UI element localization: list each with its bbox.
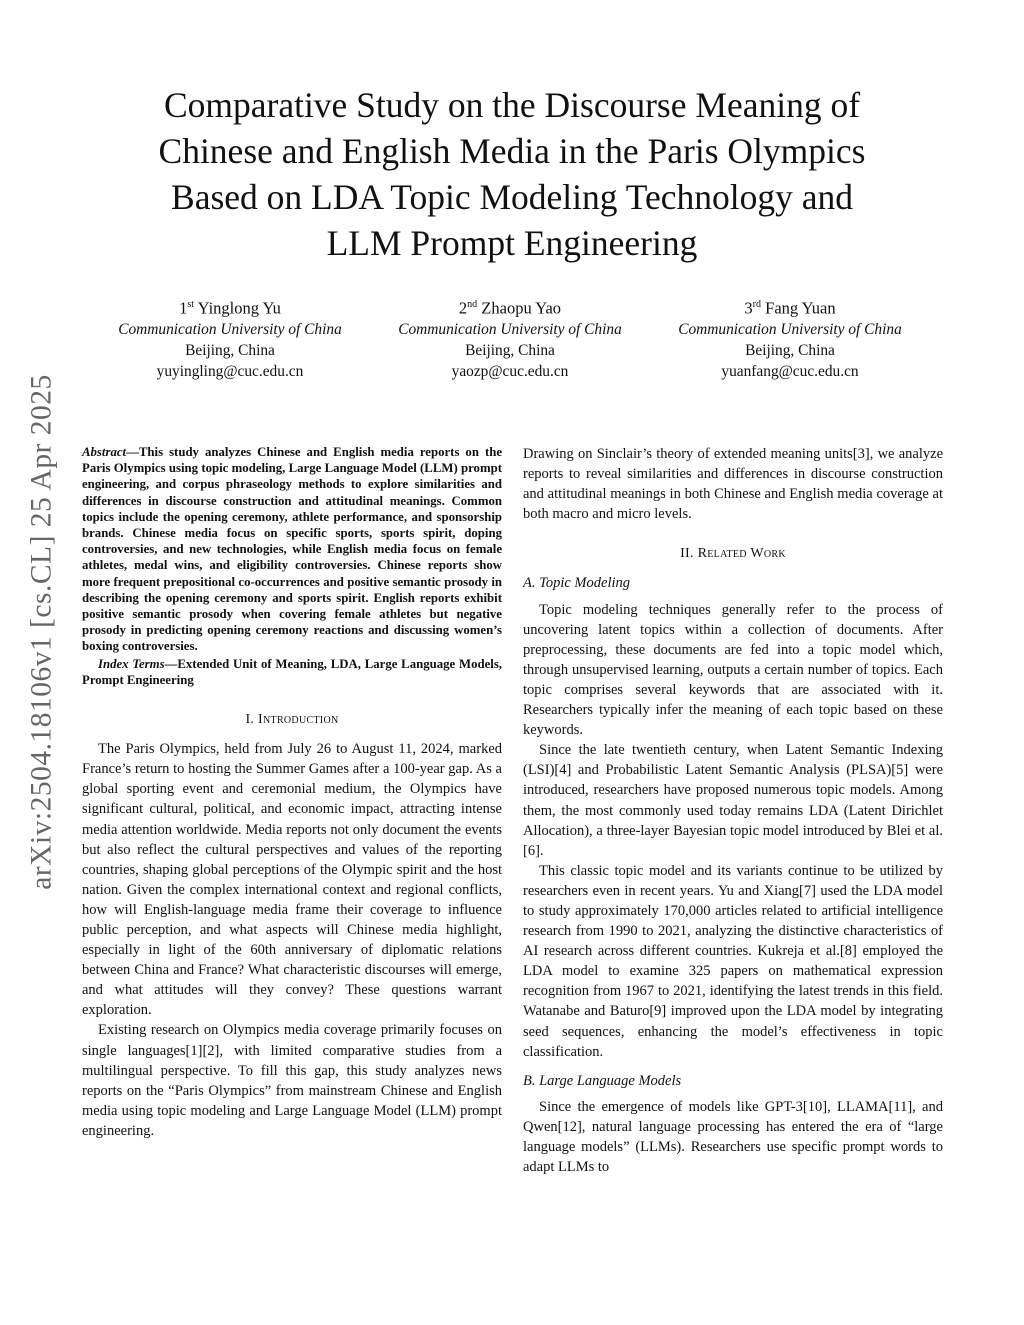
abstract-text: —This study analyzes Chinese and English media reports on the Paris Olympics using topic modeling, Large Language Model (LLM) prompt engineering, and corpus phraseology methods to explore similarities and differences in discourse construction and attitudinal meanings. Common topics include the opening ceremony, athlete performance, and sponsorship brands. Chinese media focus on specific sports, sports spirit, doping controversies, and new technologies, while English media focus on female athletes, medal wins, and eligibility controversies. Chinese reports show more frequent prepositional co-occurrences and positive semantic prosody in describing the opening ceremony and sports spirit. English reports exhibit positive semantic prosody when covering female athletes but negative prosody in predicting opening ceremony reactions and discussing women’s boxing controversies. (82, 445, 502, 654)
author-email: yuyingling@cuc.edu.cn (156, 362, 304, 380)
section-heading-related-work: II. Related Work (680, 546, 786, 562)
body-paragraph: Since the late twentieth century, when Latent Semantic Indexing (LSI)[4] and Probabilistic Latent Semantic Analysis (PLSA)[5] were introduced, researchers have proposed numerous topic models. Among them, the most commonly used today remains LDA (Latent Dirichlet Allocation), a three-layer Bayesian topic model introduced by Blei et al.[6]. (523, 742, 943, 859)
title-line: Based on LDA Topic Modeling Technology and (171, 177, 853, 217)
author-affiliation: Communication University of China (678, 320, 902, 338)
body-paragraph: Existing research on Olympics media coverage primarily focuses on single languages[1][2], with limited comparative studies from a multilingual perspective. To fill this gap, this study analyzes news reports on the “Paris Olympics” from mainstream Chinese and English media using topic modeling and Large Language Model (LLM) prompt engineering. (82, 1022, 502, 1139)
body-paragraph: The Paris Olympics, held from July 26 to August 11, 2024, marked France’s return to hosting the Summer Games after a 100-year gap. As a global sporting event and ceremonial medium, the Olympics have significant cultural, political, and economic impact, attracting intense media attention worldwide. Media reports not only document the events but also reflect the cultural perspectives and values of the reporting countries, shaping global perceptions of the Olympic spirit and the host nation. Given the complex international context and regional conflicts, how will English-language media frame their coverage to influence public perception, and what aspects will Chinese media highlight, especially in light of the 60th anniversary of diplomatic relations between China and France? What characteristic discourses will emerge, and what attitudes will they convey? These questions warrant exploration. (82, 741, 502, 1019)
author-location: Beijing, China (185, 341, 275, 359)
body-paragraph: Topic modeling techniques generally refer to the process of uncovering latent topics within a collection of documents. After preprocessing, these documents are fed into a topic model which, through unsupervised learning, outputs a certain number of topics. Each topic comprises several keywords that are associated with it. Researchers typically infer the meaning of each topic based on these keywords. (523, 601, 943, 739)
title-line: Chinese and English Media in the Paris Olympics (158, 131, 866, 171)
author-1 (90, 294, 370, 382)
author-name: 2nd Zhaopu Yao (458, 298, 562, 318)
author-3 (650, 294, 930, 382)
author-email: yuanfang@cuc.edu.cn (721, 362, 859, 380)
index-terms (82, 656, 502, 688)
author-2 (370, 294, 650, 382)
title-line: Comparative Study on the Discourse Meaning of (163, 85, 861, 125)
right-column (523, 444, 943, 1177)
title-line: LLM Prompt Engineering (326, 223, 698, 263)
section-heading-introduction: I. Introduction (245, 712, 339, 728)
author-name: 1st Yinglong Yu (179, 298, 281, 318)
index-terms-label: Index Terms (98, 656, 165, 671)
arxiv-identifier: arXiv:2504.18106v1 [cs.CL] 25 Apr 2025 (25, 374, 58, 890)
body-paragraph: Drawing on Sinclair’s theory of extended meaning units[3], we analyze reports to reveal similarities and differences in discourse construction and attitudinal meanings in both Chinese and English media coverage at both macro and micro levels. (523, 446, 943, 523)
subsection-heading-topic-modeling: A. Topic Modeling (523, 575, 631, 592)
author-location: Beijing, China (745, 341, 835, 359)
author-name: 3rd Fang Yuan (744, 298, 836, 318)
body-paragraph: Since the emergence of models like GPT-3[10], LLAMA[11], and Qwen[12], natural language processing has entered the era of “large language models” (LLMs). Researchers use specific prompt words to adapt LLMs to (523, 1098, 943, 1176)
author-affiliation: Communication University of China (118, 320, 342, 338)
author-block (90, 294, 934, 384)
left-column (82, 444, 502, 1141)
index-terms-text: —Extended Unit of Meaning, LDA, Large Language Models, Prompt Engineering (82, 656, 502, 687)
paper-title (80, 82, 944, 266)
body-paragraph: This classic topic model and its variants continue to be utilized by researchers even in recent years. Yu and Xiang[7] used the LDA model to study approximately 170,000 articles related to artificial intelligence research from 1990 to 2021, analyzing the distinctive characteristics of AI research across different countries. Kukreja et al.[8] employed the LDA model to examine 325 papers on mathematical expression recognition from 1967 to 2021, identifying the latest trends in this field. Watanabe and Baturo[9] improved upon the LDA model by integrating seed sequences, enhancing the model’s effectiveness in topic classification. (523, 862, 943, 1060)
subsection-heading-large-language-models: B. Large Language Models (523, 1072, 682, 1089)
author-email: yaozp@cuc.edu.cn (451, 362, 569, 380)
arxiv-stamp (12, 320, 72, 945)
abstract (82, 444, 502, 655)
author-affiliation: Communication University of China (398, 320, 622, 338)
abstract-label: Abstract (82, 445, 127, 459)
author-location: Beijing, China (465, 341, 555, 359)
